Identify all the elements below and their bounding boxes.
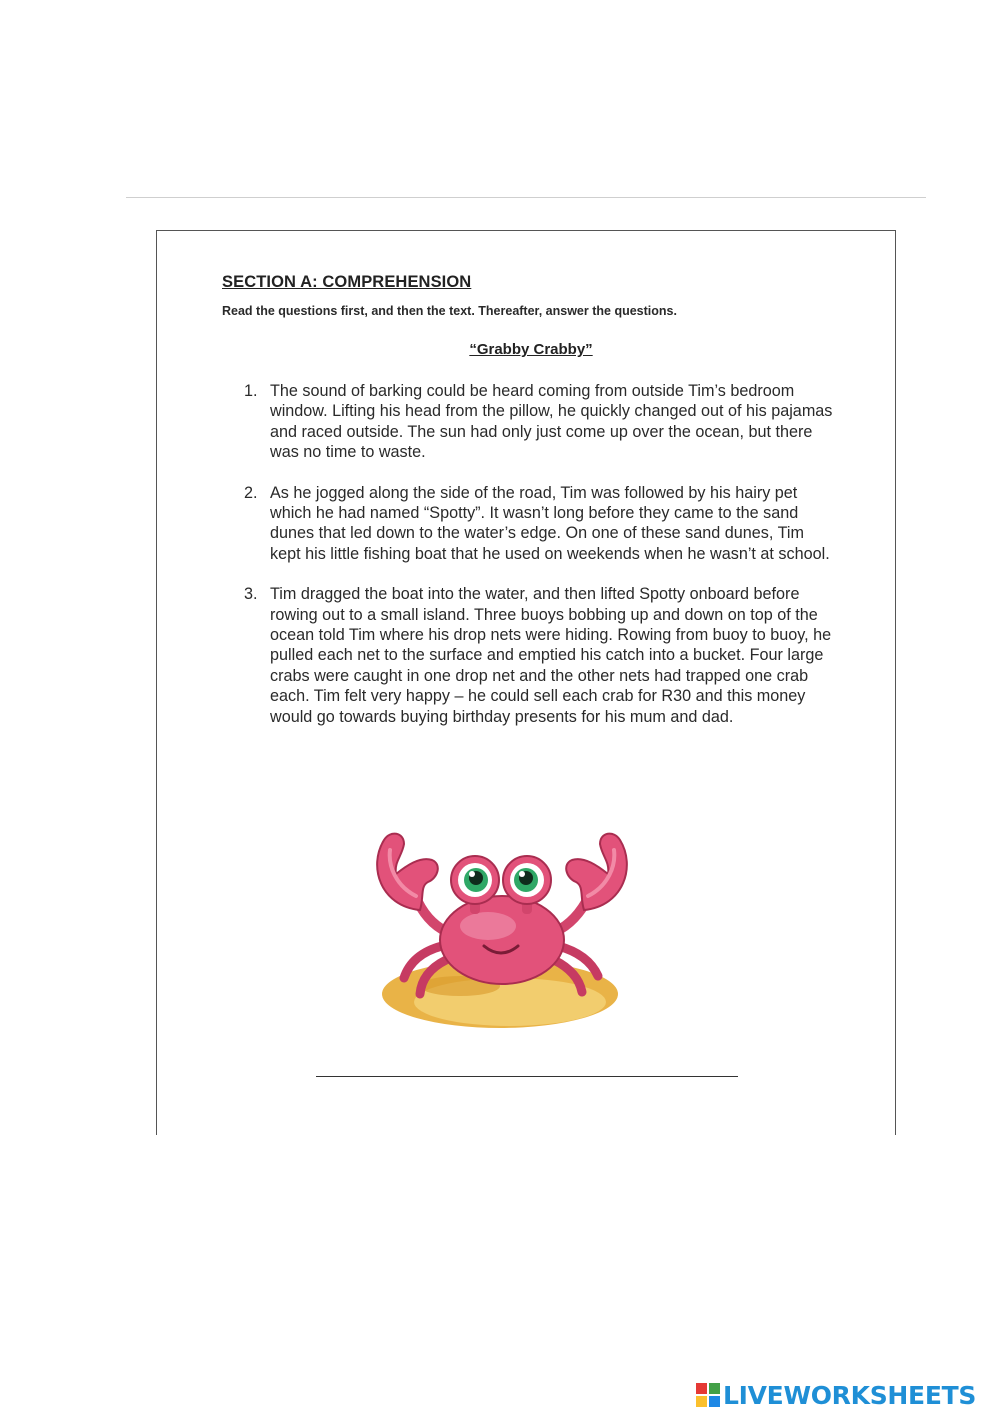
paragraph-number: 2. bbox=[244, 483, 258, 502]
paragraph-text: The sound of barking could be heard coming from outside Tim’s bedroom window. Lifting his head from the pillow, he quickly changed out of his pajamas and raced outside. The sun had only just come up over the ocean, but there was no time to waste. bbox=[270, 382, 833, 462]
paragraph-text: As he jogged along the side of the road, Tim was followed by his hairy pet which he had named “Spotty”. It wasn’t long before they came to the sand dunes that led down to the water’s edge. On one of these sand dunes, Tim kept his little fishing boat that he used on weekends when he wasn’t at school. bbox=[270, 483, 830, 563]
page-top-rule bbox=[126, 197, 926, 198]
answer-line bbox=[316, 1076, 738, 1077]
instructions: Read the questions first, and then the text. Thereafter, answer the questions. bbox=[222, 304, 677, 318]
brand-name: LIVEWORKSHEETS bbox=[723, 1380, 977, 1410]
paragraph-1 bbox=[244, 381, 844, 463]
paragraph-2 bbox=[244, 483, 844, 565]
liveworksheets-logo-icon bbox=[696, 1383, 720, 1407]
paragraph-text: Tim dragged the boat into the water, and then lifted Spotty onboard before rowing out to a small island. Three buoys bobbing up and down on top of the ocean told Tim where his drop nets were hiding. Rowing from buoy to buoy, he pulled each net to the surface and emptied his catch into a bucket. Four large crabs were caught in one drop net and the other nets had trapped one crab each. Tim felt very happy – he could sell each crab for R30 and this money would go towards buying birthday presents for his mum and dad. bbox=[270, 585, 832, 726]
story-title: “Grabby Crabby” bbox=[469, 341, 593, 358]
paragraph-number: 3. bbox=[244, 585, 258, 604]
section-title: SECTION A: COMPREHENSION bbox=[222, 273, 472, 291]
paragraph-3 bbox=[244, 584, 844, 727]
paragraph-number: 1. bbox=[244, 382, 258, 400]
story-paragraphs bbox=[244, 381, 844, 727]
brand-watermark bbox=[696, 1377, 976, 1413]
crab-icon bbox=[360, 826, 644, 1036]
